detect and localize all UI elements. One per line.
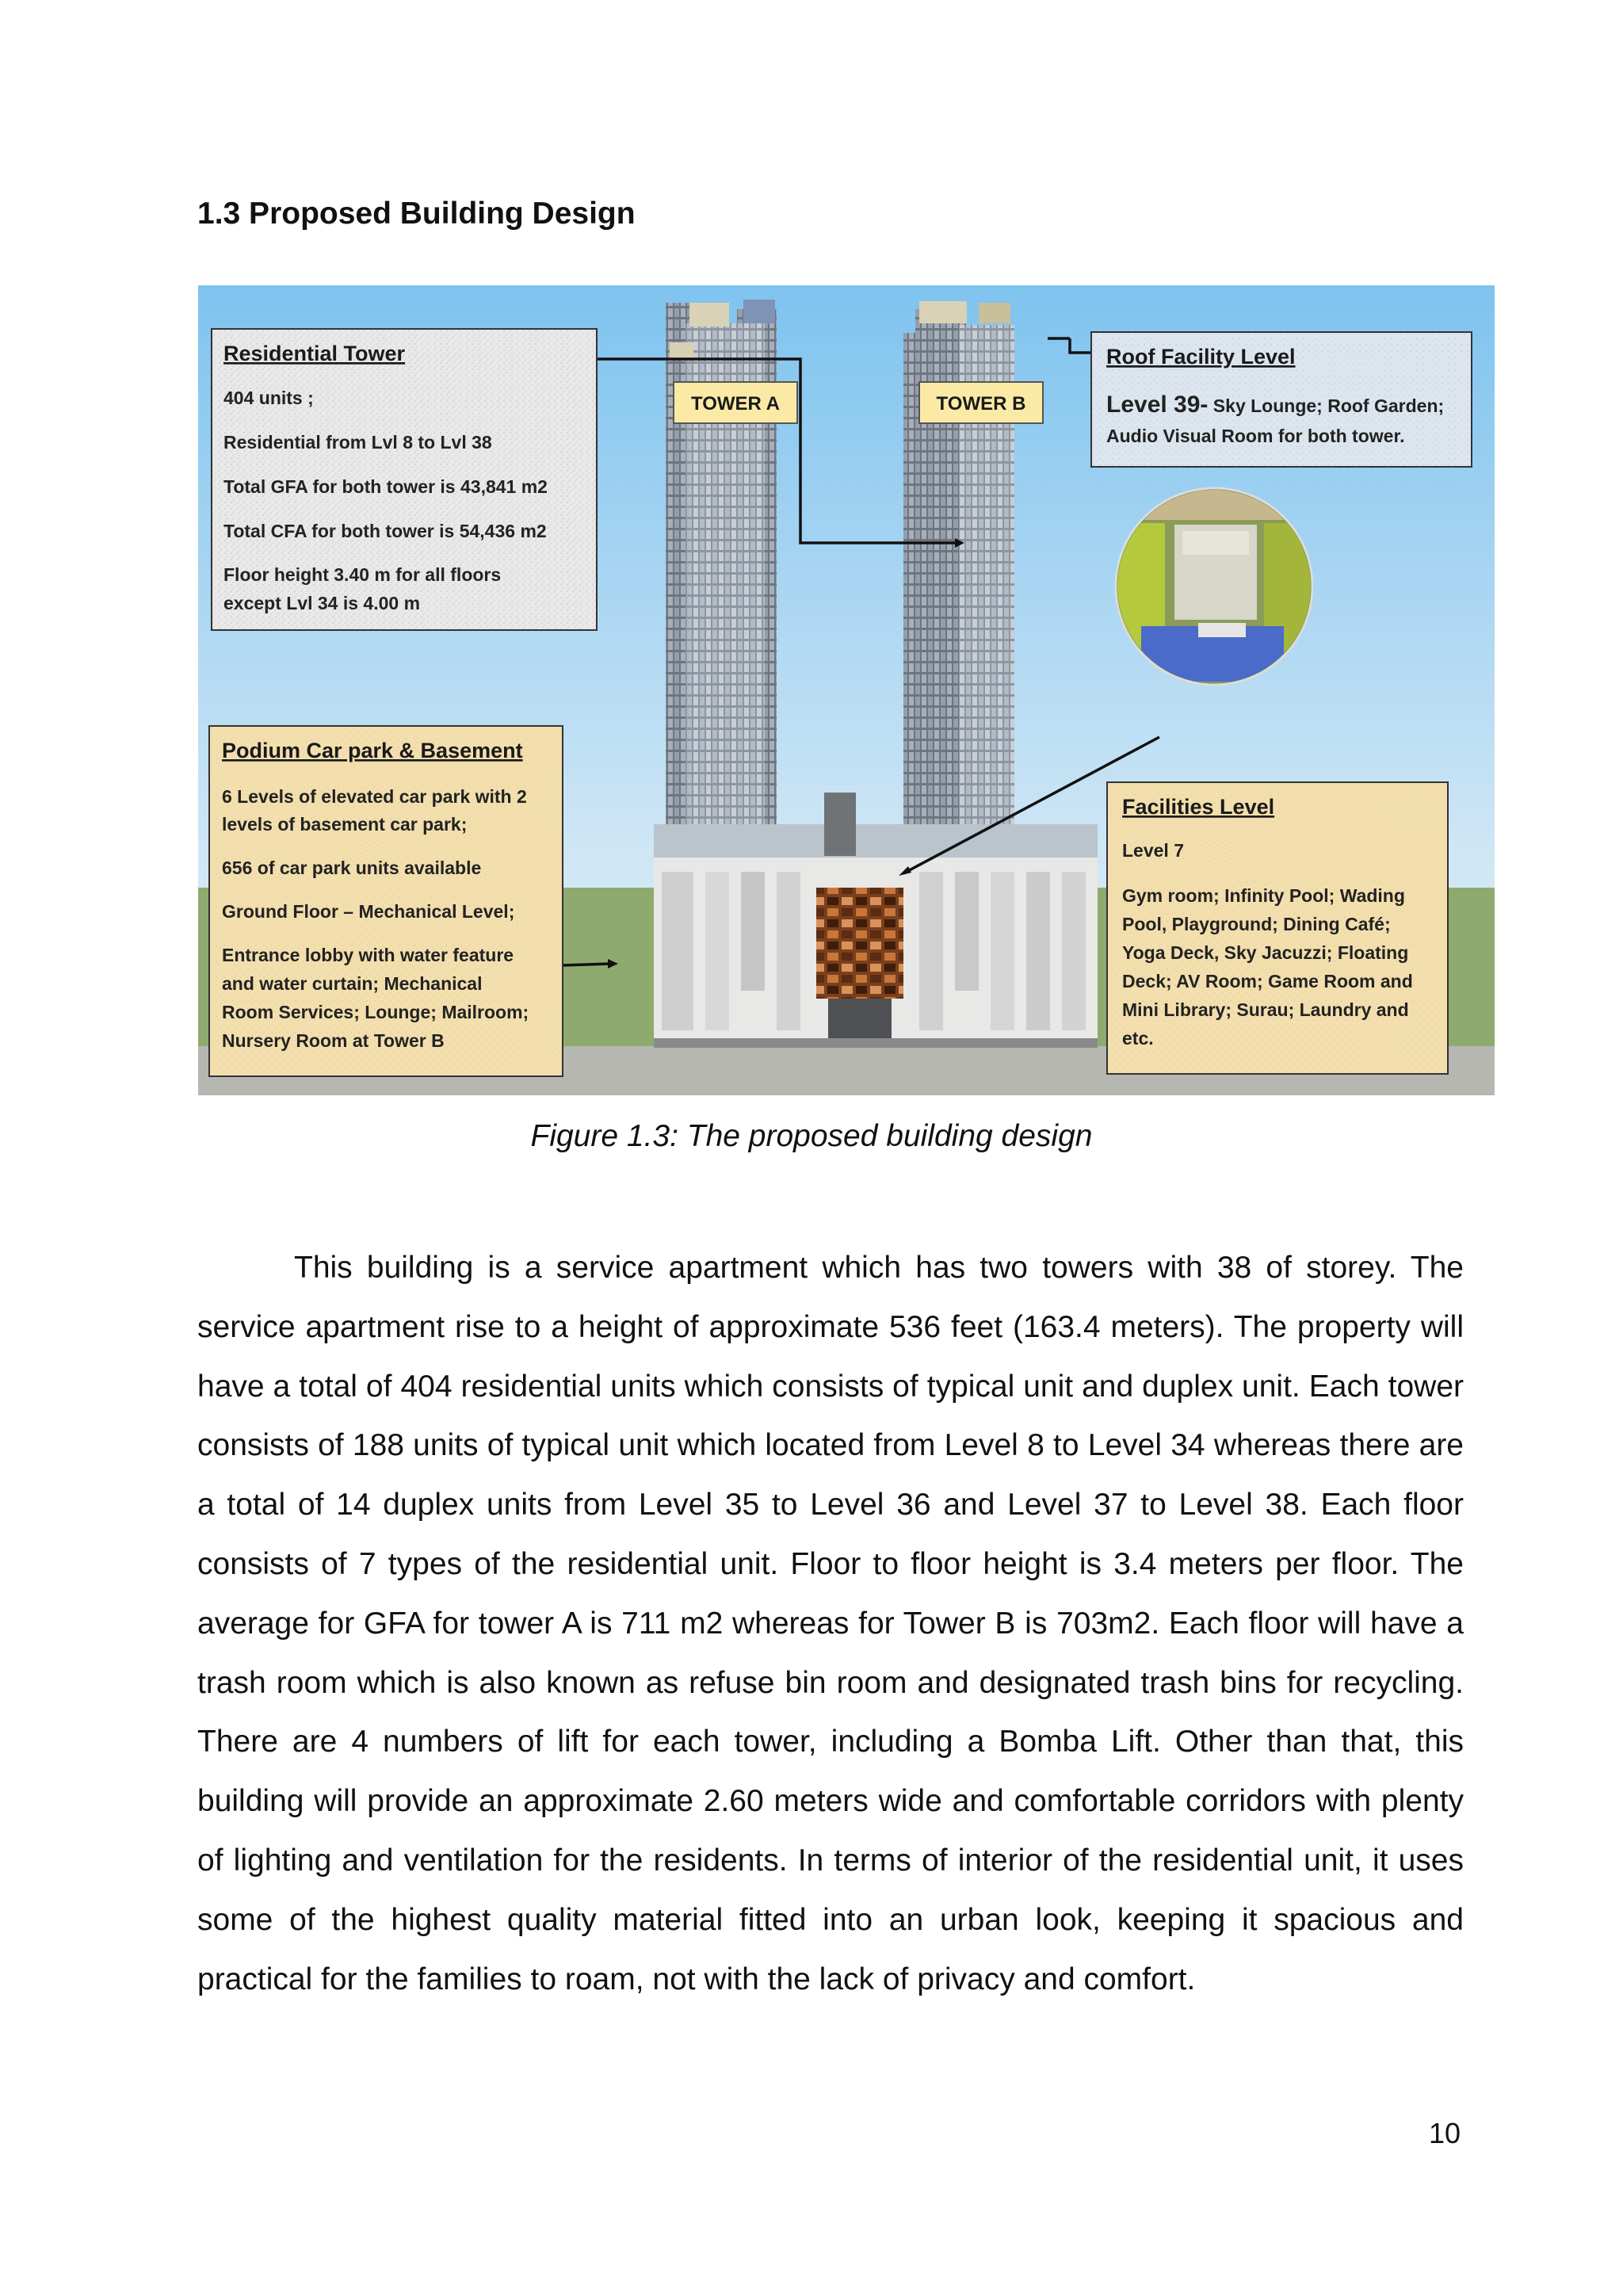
svg-text:Roof Facility Level: Roof Facility Level — [1106, 345, 1296, 369]
svg-text:Yoga Deck, Sky Jacuzzi; Floati: Yoga Deck, Sky Jacuzzi; Floating — [1122, 942, 1409, 963]
svg-text:Floor height 3.40 m for all fl: Floor height 3.40 m for all floors — [223, 564, 502, 585]
svg-text:404 units ;: 404 units ; — [223, 388, 314, 408]
svg-text:Facilities Level: Facilities Level — [1122, 795, 1275, 819]
tower-b-label — [919, 382, 1043, 423]
svg-text:Podium Car park & Basement: Podium Car park & Basement — [222, 739, 523, 762]
facilities-box — [1107, 782, 1448, 1074]
svg-text:Level 39- Sky Lounge; Roof Gar: Level 39- Sky Lounge; Roof Garden; — [1106, 392, 1445, 418]
svg-text:Mini Library; Surau; Laundry a: Mini Library; Surau; Laundry and — [1122, 999, 1409, 1020]
roof-facility-box — [1091, 332, 1472, 467]
building-figure — [198, 285, 1495, 1095]
svg-text:Residential Tower: Residential Tower — [223, 342, 406, 365]
section-heading: 1.3 Proposed Building Design — [197, 197, 636, 231]
svg-text:TOWER A: TOWER A — [691, 393, 780, 415]
paragraph-text: This building is a service apartment which has two towers with 38 of storey. The service apartment rise to a height of approximate 536 feet (163.4 meters). The property will have a total of 404 residential units which consists of typical unit and duplex unit. Each tower consists of 188 units of typical unit which located from Level 8 to Level 34 whereas there are a total of 14 duplex units from Level 35 to Level 36 and Level 37 to Level 38. Each floor consists of 7 types of the residential unit. Floor to floor height is 3.4 meters per floor. The average for GFA for tower A is 711 m2 whereas for Tower B is 703m2. Each floor will have a trash room which is also known as refuse bin room and designated trash bins for recycling. There are 4 numbers of lift for each tower, including a Bomba Lift. Other than that, this building will provide an approximate 2.60 meters wide and comfortable corridors with plenty of lighting and ventilation for the residents. In terms of interior of the residential unit, it uses some of the highest quality material fitted into an urban look, keeping it spacious and practical for the families to roam, not with the lack of privacy and comfort. — [197, 1251, 1464, 1996]
svg-text:Nursery Room at Tower B: Nursery Room at Tower B — [222, 1030, 445, 1051]
tower-b — [903, 301, 1014, 832]
tower-a — [666, 300, 777, 831]
building-illustration — [198, 285, 1495, 1095]
svg-text:levels of basement car park;: levels of basement car park; — [222, 814, 468, 835]
podium-box — [209, 726, 563, 1076]
svg-text:Gym room; Infinity Pool; Wadin: Gym room; Infinity Pool; Wading — [1122, 885, 1405, 906]
tower-a-label — [674, 382, 797, 423]
svg-text:656 of car park units availabl: 656 of car park units available — [222, 858, 482, 878]
svg-text:TOWER B: TOWER B — [936, 393, 1026, 415]
svg-text:Pool, Playground; Dining Café;: Pool, Playground; Dining Café; — [1122, 914, 1391, 934]
svg-text:etc.: etc. — [1122, 1028, 1154, 1049]
figure-caption: Figure 1.3: The proposed building design — [530, 1119, 1093, 1153]
svg-text:Audio Visual Room for both tow: Audio Visual Room for both tower. — [1106, 426, 1405, 446]
svg-text:Room Services; Lounge; Mailroo: Room Services; Lounge; Mailroom; — [222, 1002, 529, 1022]
svg-text:Residential from Lvl 8 to Lvl: Residential from Lvl 8 to Lvl 38 — [223, 432, 492, 453]
podium — [654, 793, 1098, 1048]
svg-text:Total GFA for both tower is 43: Total GFA for both tower is 43,841 m2 — [223, 476, 548, 497]
svg-text:Deck; AV Room; Game Room and: Deck; AV Room; Game Room and — [1122, 971, 1413, 991]
roof-detail-circle — [1116, 488, 1314, 686]
svg-text:6 Levels of elevated car park: 6 Levels of elevated car park with 2 — [222, 786, 527, 807]
svg-text:Total CFA for both tower is 54: Total CFA for both tower is 54,436 m2 — [223, 521, 547, 541]
svg-text:except Lvl 34 is 4.00 m: except Lvl 34 is 4.00 m — [223, 593, 421, 613]
svg-text:Entrance lobby with water feat: Entrance lobby with water feature — [222, 945, 514, 965]
svg-text:and water curtain; Mechanical: and water curtain; Mechanical — [222, 973, 483, 994]
residential-tower-box — [212, 329, 597, 630]
page-number: 10 — [1429, 2117, 1461, 2149]
svg-text:Level 7: Level 7 — [1122, 840, 1184, 861]
body-paragraph — [197, 1239, 1464, 2009]
svg-text:Ground Floor – Mechanical Leve: Ground Floor – Mechanical Level; — [222, 901, 515, 922]
